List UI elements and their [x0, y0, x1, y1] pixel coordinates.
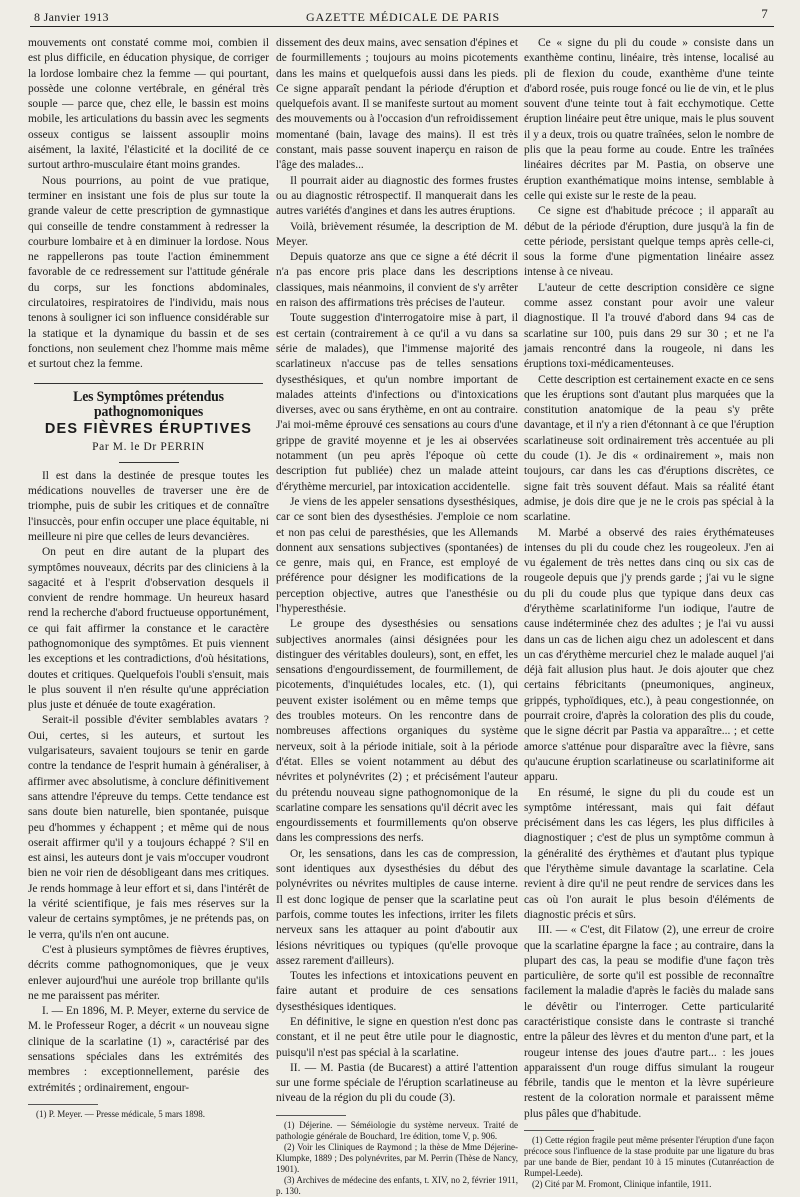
paragraph: C'est à plusieurs symptômes de fièvres éruptives, décrits comme pathognomoniques, que je veux enlever aujourd'hui une auréole trop brillante qu'ils ne me paraissent pas mériter.: [28, 943, 269, 1002]
article-heading: [28, 383, 269, 463]
paragraph: Il pourrait aider au diagnostic des formes frustes ou au diagnostic rétrospectif. Il manquerait dans les autres variétés d'angines et dans les autres éruptions.: [276, 174, 518, 218]
paragraph: Le groupe des dysesthésies ou sensations subjectives anormales (ainsi désignées pour les distinguer des véritables douleurs), sont, en effet, les sensations d'engourdissement, de fourmillement, de picotements, d'inquiétudes locales, etc. (1), qui peuvent exister isolément ou en même temps que des troubles moteurs. On les rencontre dans de nombreuses affections organiques du système nerveux, soit à la période initiale, soit à la période d'état. Elles se voient notamment au début des névrites et polynévrites (2) ; et précisément l'auteur du prétendu nouveau signe pathognomonique de la scarlatine compare les sensations qu'il décrit avec les engourdissements et fourmillements qu'on observe dans les compressions des nerfs.: [276, 618, 518, 845]
paragraph: Il est dans la destinée de presque toutes les médications nouvelles de traverser une ère de triomphe, puis de subir les critiques et de connaître l'insuccès, pour enfin occuper une place équitable, ni meilleure ni pire que celles de leurs devancières.: [28, 469, 269, 543]
article-title-line-2: DES FIÈVRES ÉRUPTIVES: [44, 421, 253, 438]
page-number: 7: [761, 6, 768, 21]
footnote: (2) Cité par M. Fromont, Clinique infantile, 1911.: [532, 1179, 712, 1190]
footnote: (1) P. Meyer. — Presse médicale, 5 mars 1898.: [36, 1108, 205, 1119]
paragraph: I. — En 1896, M. P. Meyer, externe du service de M. le Professeur Roger, a décrit « un nouveau signe clinique de la scarlatine (1) », caractérisé par des sensations spéciales dans les extrémités des membres : exceptionnellement, parésie des extrémités ; ordinairement, engour-: [28, 1005, 269, 1094]
paragraph: Depuis quatorze ans que ce signe a été décrit il n'a pas encore pris place dans les descriptions classiques, mais néanmoins, il convient de s'y arrêter en raison des affirmations très précises de l'auteur.: [276, 251, 518, 310]
paragraph: Cette description est certainement exacte en ce sens que les éruptions sont d'autant plus marquées que la constitution anatomique de la peau s'y prête davantage, et il n'y a rien d'étonnant à ce que l'éruption scarlatineuse soit ordinairement très accentuée au pli du coude (1). Je dis « ordinairement », mais non toujours, car dans les cas d'éruptions discrètes, ce signe fait très souvent défaut. Mais sa réalité étant admise, je dois dire que je ne le crois pas spécial à la scarlatine.: [524, 373, 775, 524]
paragraph: Ce « signe du pli du coude » consiste dans un exanthème continu, linéaire, très intense, localisé au pli de flexion du coude, exanthème d'une teinte d'abord rosée, puis rouge foncé ou lie de vin, et le plus souvent d'une teinte tout à fait ecchymotique. Cette éruption linéaire peut être unique, mais le plus souvent il y a deux, trois ou quatre traînées, selon le nombre de plis que la peau forme au coude. Entre les traînées linéaires décrites par M. Pastia, on observe une éruption exanthématique moins intense, semblable à celle qui existe sur le reste de la peau.: [524, 37, 774, 202]
paragraph: Serait-il possible d'éviter semblables avatars ? Oui, certes, si les auteurs, et surtout les vulgarisateurs, savaient toujours se tenir en garde contre la tendance de l'esprit humain à généraliser, à affirmer avec absolutisme, à conclure définitivement sans attendre l'épreuve du temps. Cette tendance est sans doute bien naturelle, bien spontanée, puisque peu d'hommes y échappent ; et même qui de nous oserait affirmer qu'il y a toujours échappé ? S'il en est ainsi, les auteurs dont je vais m'occuper voudront bien ne voir rien de désobligeant dans mes critiques. Je rends hommage à leur effort et si, dans l'intérêt de la vérité scientifique, je fais mes réserves sur la valeur de certains symptômes, je ne prétends pas, on le verra, qu'ils n'en ont aucune.: [28, 714, 269, 941]
page-header: [34, 4, 772, 26]
journal-title: GAZETTE MÉDICALE DE PARIS: [306, 10, 500, 24]
paragraph: Voilà, brièvement résumée, la description de M. Meyer.: [276, 220, 518, 248]
short-rule: [119, 462, 179, 463]
footnote: (3) Archives de médecine des enfants, t. XIV, no 2, février 1911, p. 130.: [276, 1174, 518, 1196]
paragraph: En résumé, le signe du pli du coude est un symptôme intéressant, mais qui fait défaut précisément dans les cas légers, les plus difficiles à diagnostiquer ; c'est de plus un symptôme commun à la généralité des érythèmes et d'autant plus typique que l'érythème simule davantage la scarlatine. Cela revient à dire qu'il ne peut rendre de services dans les cas où l'on aurait le plus besoin d'éléments de diagnostic précis et sûrs.: [524, 786, 774, 921]
issue-date: 8 Janvier 1913: [34, 10, 109, 24]
paragraph: III. — « C'est, dit Filatow (2), une erreur de croire que la scarlatine épargne la face ; au contraire, dans la plupart des cas, la peau se modifie d'une façon très particulière, de sorte qu'il est possible de reconnaître facilement la maladie d'après le faciès du malade sans le dévêtir ou l'interroger. Cette particularité caractéristique consiste dans le contraste si tranché entre la pâleur des lèvres et du menton d'une part, et la rougeur intense des joues d'autre part... : les joues apparaissent d'un rouge diffus simulant la rougeur fébrile, tandis que le menton et la lèvre supérieure restent de la coloration normale et paraissent même plus pâles que d'habitude.: [524, 924, 774, 1120]
footnote: (1) Déjerine. — Séméiologie du système nerveux. Traité de pathologie générale de Bouchard, 1re édition, tome V, p. 906.: [276, 1119, 518, 1141]
footnote: (2) Voir les Cliniques de Raymond ; la thèse de Mme Déjerine-Klumpke, 1889 ; Des polynévrites, par M. Perrin (Thèse de Nancy, 1901).: [276, 1141, 518, 1174]
footnotes: [524, 1135, 774, 1190]
paragraph: II. — M. Pastia (de Bucarest) a attiré l'attention sur une forme spéciale de l'éruption scarlatineuse au niveau de la région du pli du coude (3).: [276, 1061, 518, 1105]
footnotes: [276, 1120, 518, 1197]
paragraph: L'auteur de cette description considère ce signe comme assez constant pour avoir une valeur diagnostique. Il l'a trouvé d'abord dans 94 cas de scarlatine sur 100, puis dans 29 sur 30 ; et ne l'a jamais rencontré dans la rougeole, ni dans les éruptions toxi-médicamenteuses.: [524, 281, 774, 371]
paragraph: Toute suggestion d'interrogatoire mise à part, il est certain (contrairement à ce qu'il a vu dans sa série de malades), que l'immense majorité des scarlatineux n'accuse pas de telles sensations dysesthésiques, et qu'un nombre important de malades atteints d'infections ou d'intoxications diverses, avec ou sans érythème, en ont au contraire. J'ai moi-même éprouvé ces sensations au cours d'une grippe de gravité moyenne et je les ai observées notamment (un peu après l'époque où cette description fut publiée) chez un malade atteint d'érythème mercuriel, par intoxication accidentelle.: [276, 312, 518, 493]
paragraph: dissement des deux mains, avec sensation d'épines et de fourmillements ; toujours au moins picotements dans les mains et quelquefois aussi dans les pieds. Ce signe apparaît pendant la période d'éruption et quelquefois avant. Il se manifeste surtout au moment des mouvements ou à l'occasion d'un refroidissement momentané (bain, lavage des mains). Il est très constant, mais passe souvent inaperçu en raison de l'âge des malades...: [276, 37, 518, 172]
article-author: Par M. le Dr PERRIN: [92, 441, 205, 454]
footnote-rule: [28, 1104, 98, 1105]
paragraph: Or, les sensations, dans les cas de compression, sont identiques aux dysesthésies du début des polynévrites ou névrites multiples de cause interne. Il est donc logique de penser que la scarlatine peut parfois, comme toutes les infections, irriter les filets nerveux sans les attaquer au point d'aboutir aux lésions névritiques ou typiques (qu'elle provoque assez rarement d'ailleurs).: [276, 847, 518, 967]
heading-rule: [34, 383, 263, 384]
footnotes: [28, 1109, 269, 1120]
paragraph: Nous pourrions, au point de vue pratique, terminer en insistant une fois de plus sur toute la grande valeur de cette prescription de gymnastique qui conseille de tendre constamment à redresser la courbure lombaire et à en diminuer la lordose. Nous ne rappellerons pas toute l'action éminemment favorable de ce redressement sur l'attitude générale du corps, sur les fonctions abdominales, circulatoires, respiratoires de l'individu, mais nous tenons à souligner ici son influence considérable sur la statique et la dynamique du bassin et de ses fonctions, non seulement chez l'homme mais même et surtout chez la femme.: [28, 174, 269, 371]
paragraph: Ce signe est d'habitude précoce ; il apparaît au début de la période d'éruption, dure jusqu'à la fin de cette période, persistant quelque temps après celle-ci, sous la forme d'une pigmentation linéaire assez intense à ce niveau.: [524, 205, 774, 279]
paragraph: En définitive, le signe en question n'est donc pas constant, et il ne peut être utile pour le diagnostic, puisqu'il n'est pas spécial à la scarlatine.: [276, 1016, 518, 1059]
paragraph: M. Marbé a observé des raies érythémateuses intenses du pli du coude chez les rougeoleux. J'en ai vu également de très nettes dans cinq ou six cas de rougeole depuis que j'y prends garde ; j'ai vu le signe du pli du coude plus que typique dans deux cas d'érythème scarlatiniforme l'un iodique, l'autre de cause indéterminée chez des adultes ; je l'ai vu aussi dans un cas de lichen aigu chez un adolescent et dans un cas d'érythème mercuriel chez le malade auquel j'ai déjà fait allusion plus haut. Je dois ajouter que chez certains fébricitants (pneumoniques, angineux, grippés, typhoïdiques, etc.), à peau congestionnée, on pourrait croire, d'après la coloration des plis du coude, que le signe décrit par Pastia va apparaître... ; et cette amorce s'atténue pour disparaître avec la fièvre, sans qu'aucune éruption scarlatineuse ou scarlatiniforme ait apparu.: [524, 526, 774, 784]
footnote-rule: [524, 1130, 594, 1131]
column-2: [276, 36, 518, 1196]
footnote: (1) Cette région fragile peut même présenter l'éruption d'une façon précoce sous l'influence de la stase produite par une ligature du bras par une bande de Bier, pendant 10 à 15 minutes (Cutanréaction de Rumpel-Leede).: [524, 1135, 774, 1179]
column-1: [28, 36, 269, 1119]
footnote-rule: [276, 1115, 346, 1116]
paragraph: Je viens de les appeler sensations dysesthésiques, car ce sont bien des dysesthésies. J'emploie ce nom et non pas celui de paresthésies, que les Allemands donnent aux sensations subjectives (spontanées) de ce genre, mais qui, en France, est employé de préférence pour désigner les modifications de la perception objective, autres que l'anesthésie ou l'hyperesthésie.: [276, 495, 518, 615]
header-rule: [30, 26, 774, 27]
column-3: [524, 36, 775, 1190]
paragraph: mouvements ont constaté comme moi, combien il est plus difficile, en éducation physique, de corriger la lordose lombaire chez la femme — qui pourtant, possède une colonne vertébrale, en général très souple — parce que, chez elle, le bassin est moins mobile, les articulations du bassin avec les segments osseux contigus se laissent assouplir moins aisément, la laxité, l'élasticité et la docilité de ce surtout arthro-musculaire étant moins grandes.: [28, 37, 269, 172]
article-title-line-1: Les Symptômes prétendus pathognomoniques: [73, 388, 224, 420]
paragraph: Toutes les infections et intoxications peuvent en faire autant et produire de ces sensations dysesthésiques identiques.: [276, 970, 518, 1013]
paragraph: On peut en dire autant de la plupart des symptômes nouveaux, décrits par des cliniciens à la sagacité et à l'esprit d'observation desquels il convient de rendre hommage. Un heureux hasard rend la recherche d'abord fructueuse opportunément, ce qui fait affirmer la constance et le caractère pathognomonique des symptômes. Et puis viennent les exceptions et les contradictions, d'où hésitations, doutes et critiques. Quelquefois l'oubli s'ensuit, mais le plus souvent il n'en résulte qu'une appréciation plus juste et dénuée de toute exagération.: [28, 546, 269, 712]
